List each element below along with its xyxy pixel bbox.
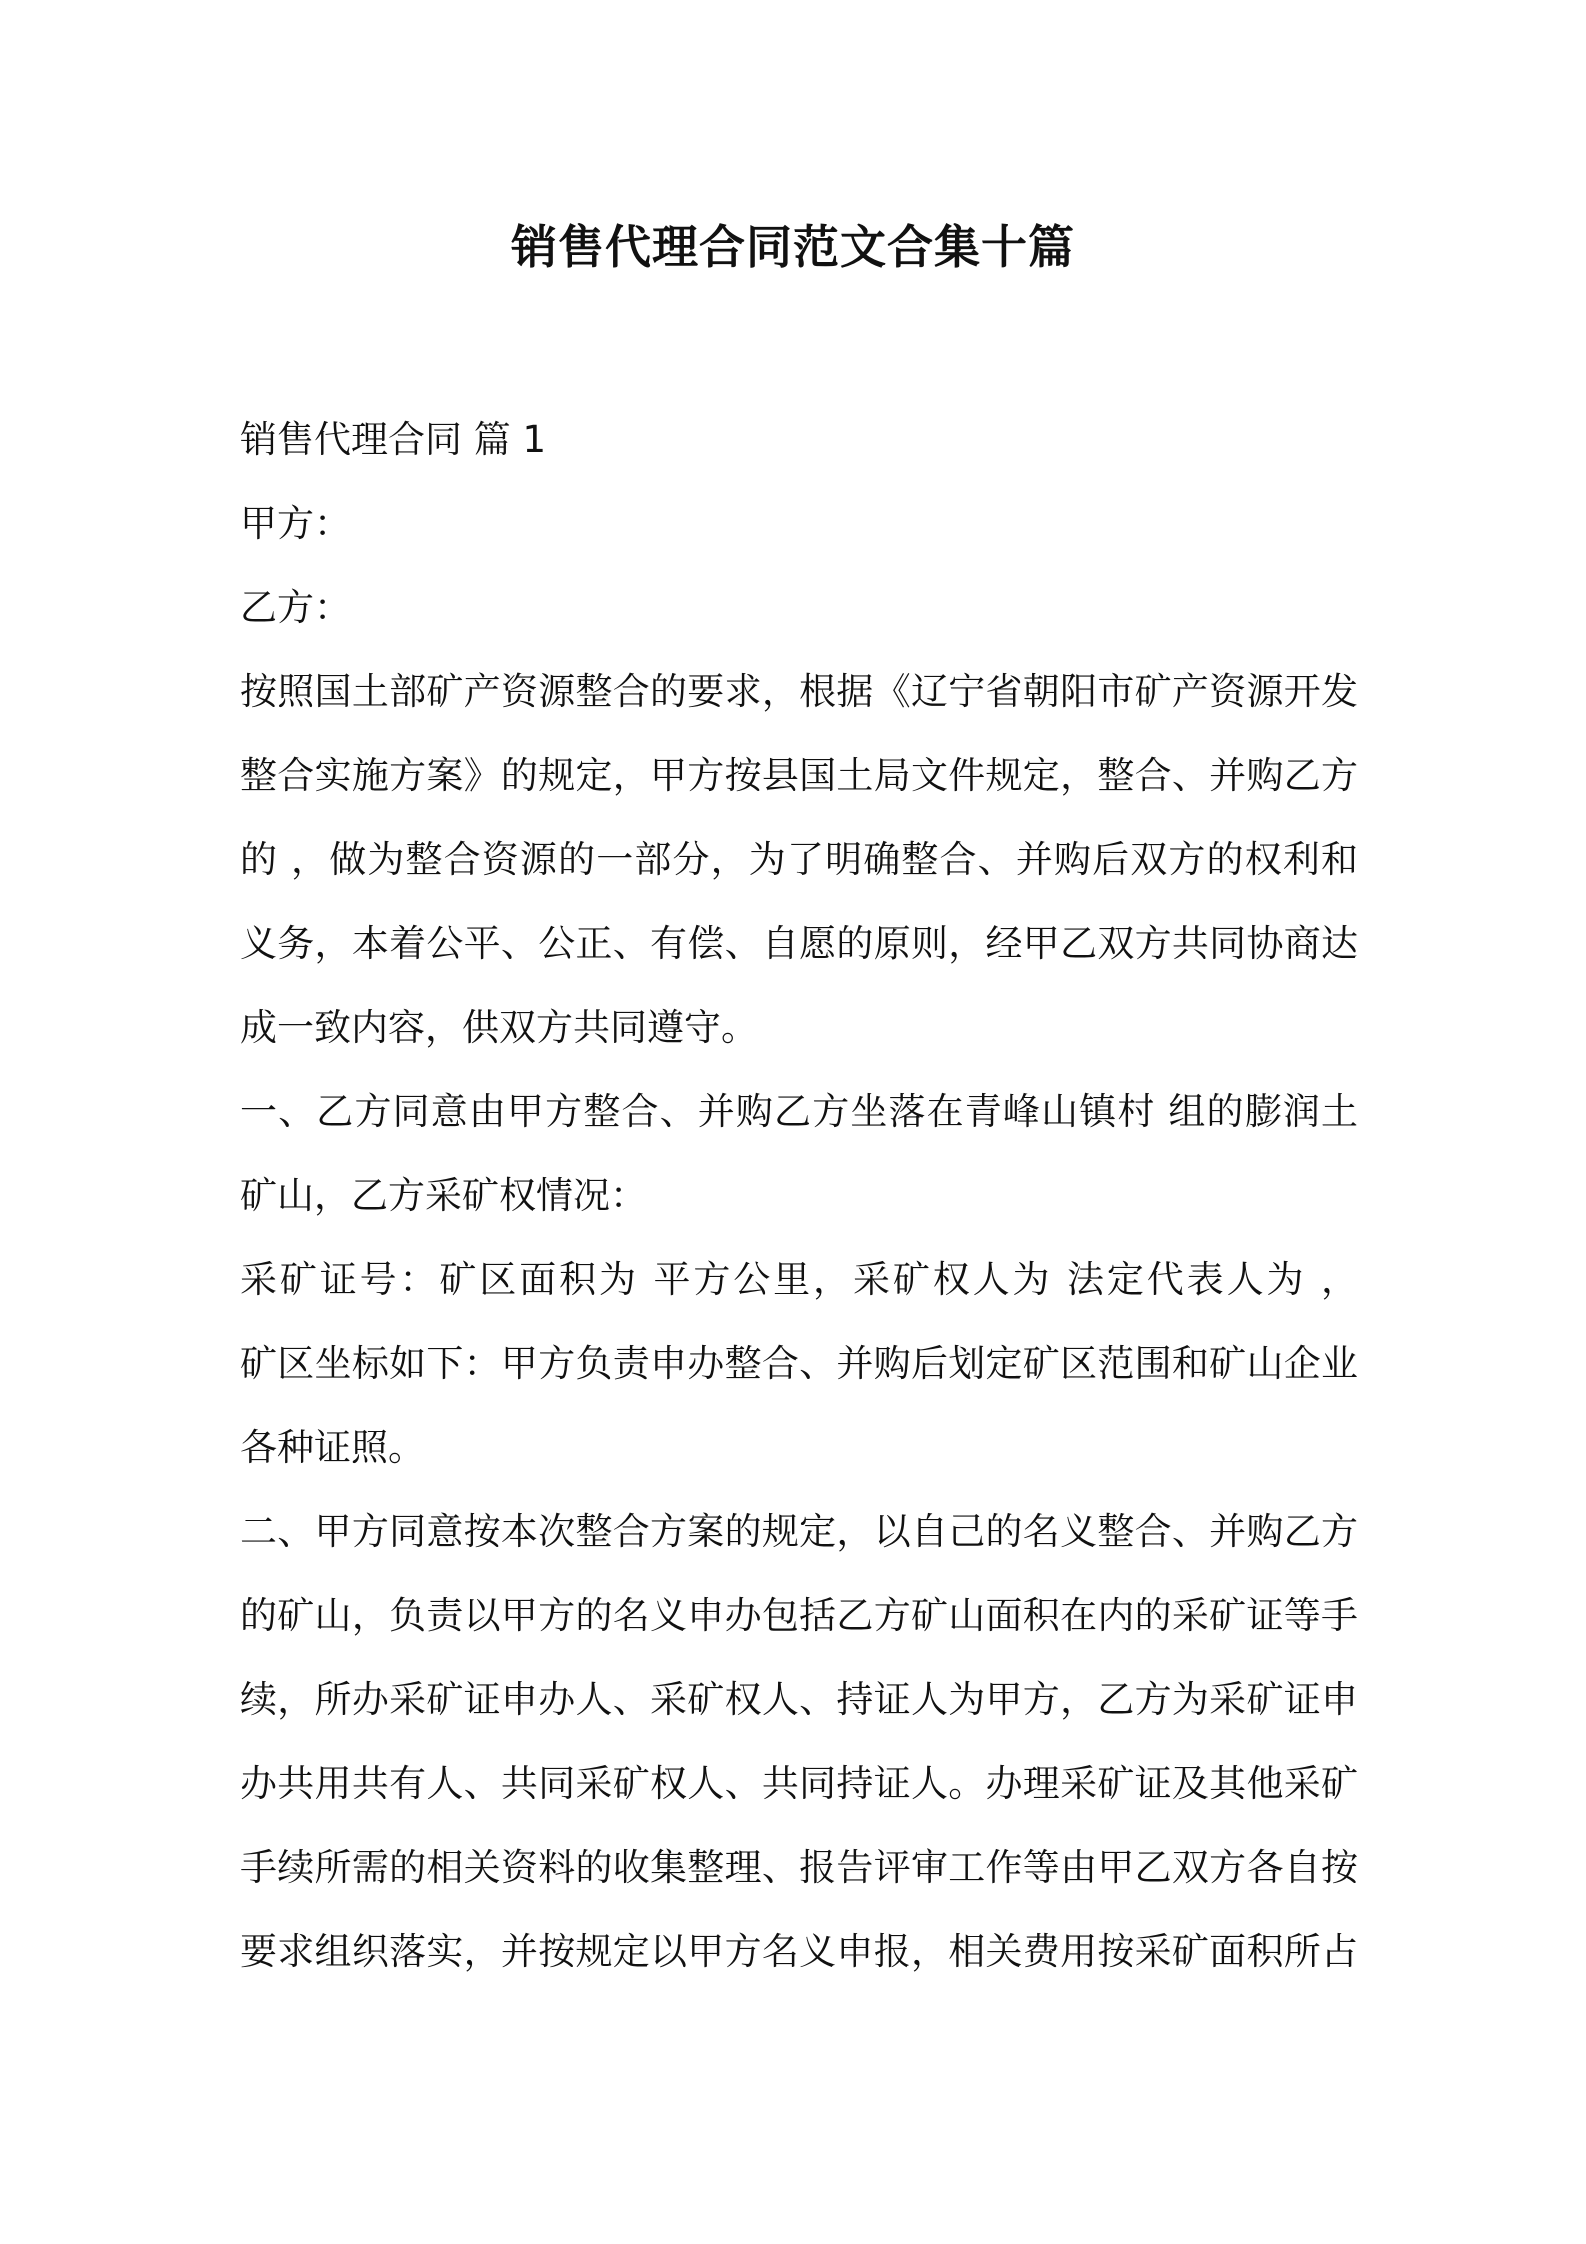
paragraph-line: 的 ，做为整合资源的一部分，为了明确整合、并购后双方的权利和 xyxy=(240,838,1358,881)
paragraph-line: 二、甲方同意按本次整合方案的规定，以自己的名义整合、并购乙方 xyxy=(240,1510,1358,1553)
paragraph-line: 的矿山，负责以甲方的名义申办包括乙方矿山面积在内的采矿证等手 xyxy=(240,1594,1358,1637)
paragraph-line: 采矿证号：矿区面积为 平方公里，采矿权人为 法定代表人为 ， xyxy=(240,1258,1358,1301)
document-title: 销售代理合同范文合集十篇 xyxy=(511,220,1075,274)
paragraph-line: 手续所需的相关资料的收集整理、报告评审工作等由甲乙双方各自按 xyxy=(240,1846,1358,1889)
clause-2 xyxy=(240,1490,1358,1994)
paragraph-intro xyxy=(240,650,1358,1070)
section-heading: 销售代理合同 篇 1 xyxy=(240,418,547,461)
paragraph-line: 续，所办采矿证申办人、采矿权人、持证人为甲方，乙方为采矿证申 xyxy=(240,1678,1358,1721)
paragraph-line: 义务，本着公平、公正、有偿、自愿的原则，经甲乙双方共同协商达 xyxy=(240,922,1358,965)
paragraph-line: 办共用共有人、共同采矿权人、共同持证人。办理采矿证及其他采矿 xyxy=(240,1762,1358,1805)
document-body xyxy=(240,398,1358,1994)
paragraph-line: 按照国土部矿产资源整合的要求，根据《辽宁省朝阳市矿产资源开发 xyxy=(240,670,1358,713)
paragraph-line: 要求组织落实，并按规定以甲方名义申报，相关费用按采矿面积所占 xyxy=(240,1930,1358,1973)
clause-1 xyxy=(240,1070,1358,1238)
paragraph-line: 矿山，乙方采矿权情况： xyxy=(240,1174,647,1217)
party-a-label: 甲方： xyxy=(240,502,351,545)
paragraph-line: 矿区坐标如下：甲方负责申办整合、并购后划定矿区范围和矿山企业 xyxy=(240,1342,1358,1385)
paragraph-line: 一、乙方同意由甲方整合、并购乙方坐落在青峰山镇村 组的膨润土 xyxy=(240,1090,1358,1133)
paragraph-line: 各种证照。 xyxy=(240,1426,425,1469)
paragraph-line: 整合实施方案》的规定，甲方按县国土局文件规定，整合、并购乙方 xyxy=(240,754,1358,797)
paragraph-line: 成一致内容，供双方共同遵守。 xyxy=(240,1006,758,1049)
party-b-label: 乙方： xyxy=(240,586,351,629)
clause-1-detail xyxy=(240,1238,1358,1490)
